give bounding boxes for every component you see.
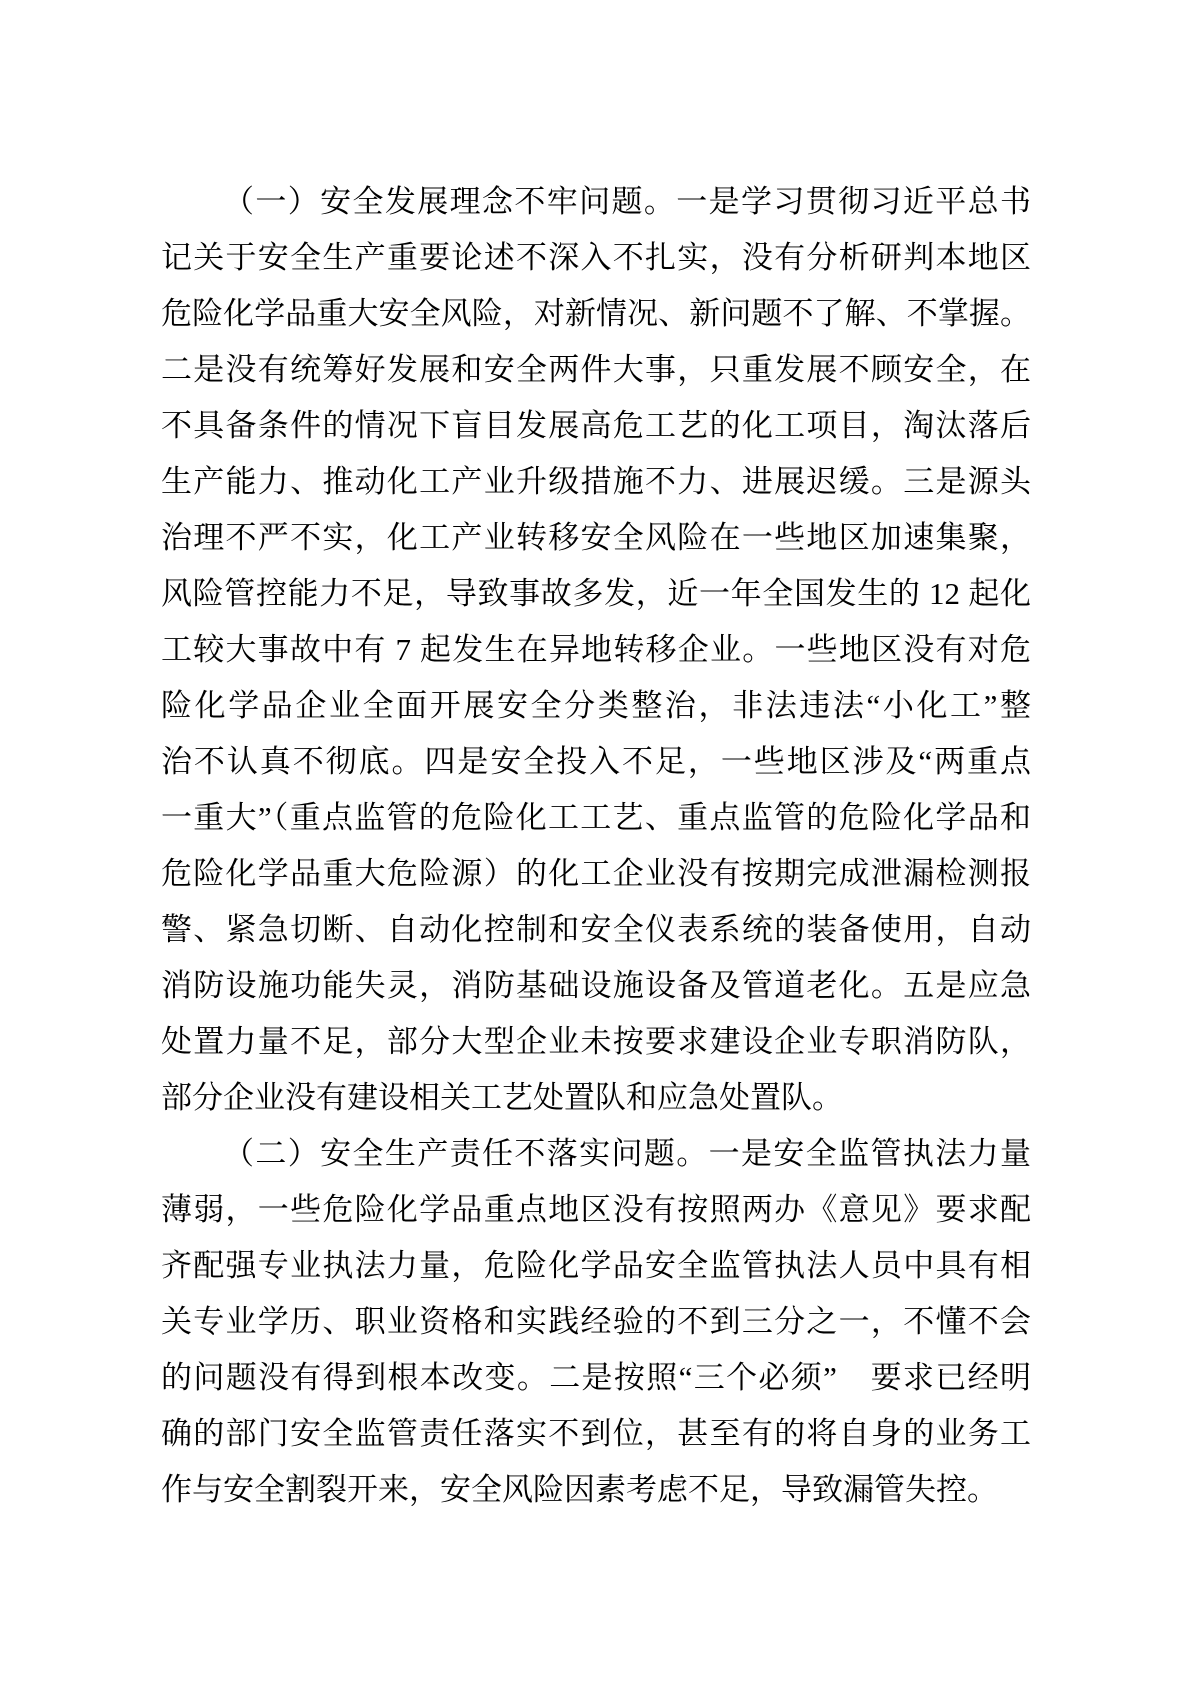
- text-line: 危险化学品重大危险源）的化工企业没有按期完成泄漏检测报: [161, 856, 1031, 891]
- text-line: （二）安全生产责任不落实问题。一是安全监管执法力量: [223, 1136, 1031, 1171]
- paragraph: [161, 1126, 1031, 1518]
- text-line: 消防设施功能失灵，消防基础设施设备及管道老化。五是应急: [161, 968, 1031, 1003]
- text-line: 薄弱，一些危险化学品重点地区没有按照两办《意见》要求配: [161, 1192, 1031, 1227]
- text-line: 警、紧急切断、自动化控制和安全仪表系统的装备使用，自动: [161, 912, 1031, 947]
- text-line: 关专业学历、职业资格和实践经验的不到三分之一，不懂不会: [161, 1304, 1031, 1339]
- text-line: 危险化学品重大安全风险，对新情况、新问题不了解、不掌握。: [161, 296, 1031, 331]
- text-line: 一重大”（重点监管的危险化工工艺、重点监管的危险化学品和: [161, 800, 1031, 835]
- text-line: 险化学品企业全面开展安全分类整治，非法违法“小化工”整: [161, 688, 1031, 723]
- text-line: 治不认真不彻底。四是安全投入不足，一些地区涉及“两重点: [161, 744, 1031, 779]
- text-line: 处置力量不足，部分大型企业未按要求建设企业专职消防队，: [161, 1024, 1031, 1059]
- text-line: 不具备条件的情况下盲目发展高危工艺的化工项目，淘汰落后: [161, 408, 1031, 443]
- paragraph: [161, 174, 1031, 1126]
- text-line: （一）安全发展理念不牢问题。一是学习贯彻习近平总书: [223, 184, 1031, 219]
- text-line: 作与安全割裂开来，安全风险因素考虑不足，导致漏管失控。: [161, 1472, 998, 1507]
- text-line: 齐配强专业执法力量，危险化学品安全监管执法人员中具有相: [161, 1248, 1031, 1283]
- text-line: 部分企业没有建设相关工艺处置队和应急处置队。: [161, 1080, 843, 1115]
- text-line: 生产能力、推动化工产业升级措施不力、进展迟缓。三是源头: [161, 464, 1031, 499]
- text-line: 的问题没有得到根本改变。二是按照“三个必须” 要求已经明: [161, 1360, 1031, 1395]
- text-line: 二是没有统筹好发展和安全两件大事，只重发展不顾安全，在: [161, 352, 1031, 387]
- text-line: 治理不严不实，化工产业转移安全风险在一些地区加速集聚，: [161, 520, 1031, 555]
- text-line: 风险管控能力不足，导致事故多发，近一年全国发生的 12 起化: [161, 576, 1031, 611]
- text-line: 工较大事故中有 7 起发生在异地转移企业。一些地区没有对危: [161, 632, 1031, 667]
- text-line: 确的部门安全监管责任落实不到位，甚至有的将自身的业务工: [161, 1416, 1031, 1451]
- text-line: 记关于安全生产重要论述不深入不扎实，没有分析研判本地区: [161, 240, 1031, 275]
